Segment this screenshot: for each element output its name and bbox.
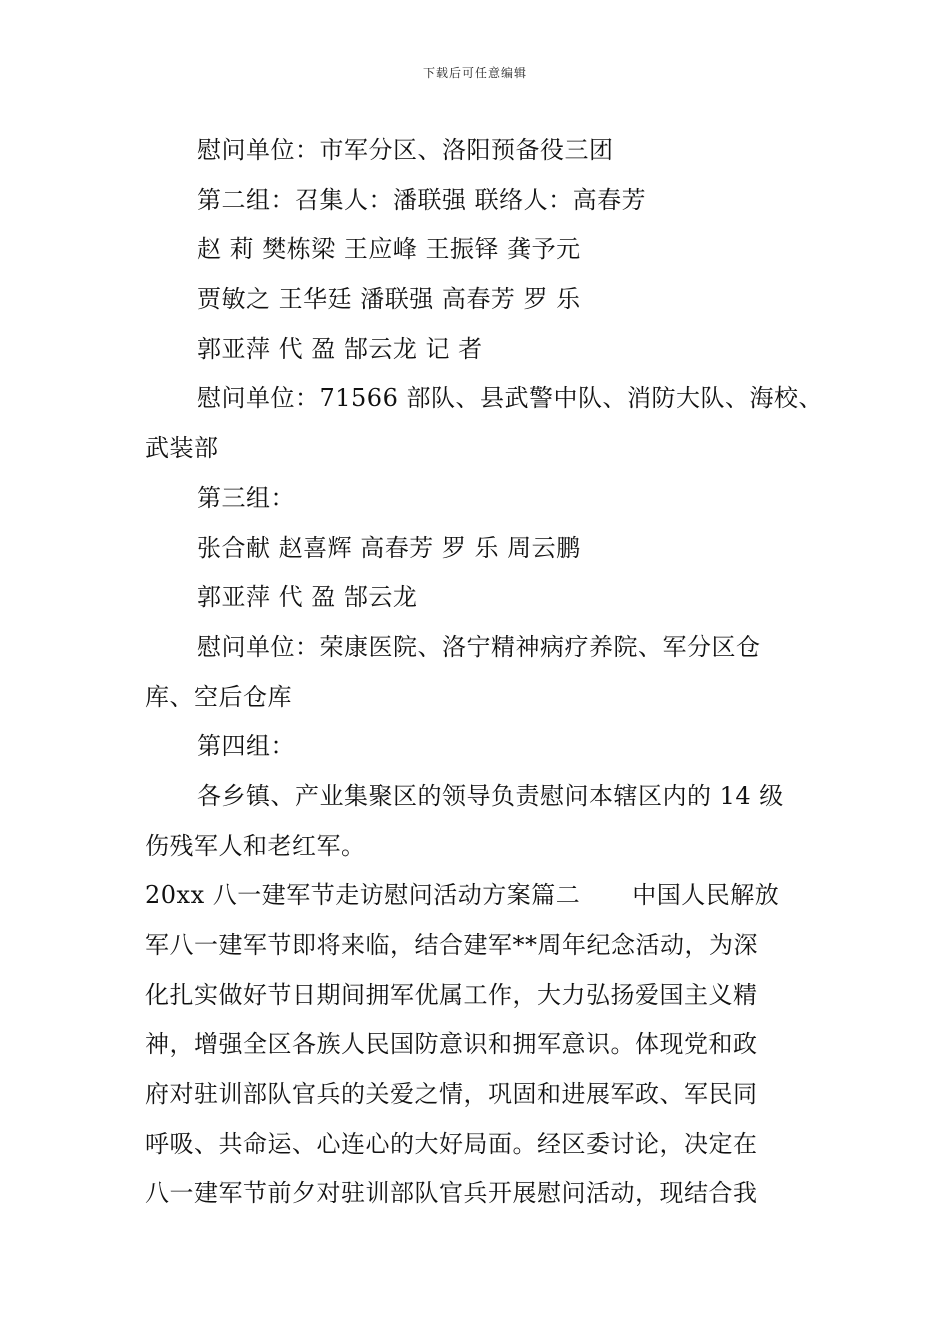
text-line-19: 神，增强全区各族人民国防意识和拥军意识。体现党和政	[145, 1030, 758, 1059]
text-line-14: 各乡镇、产业集聚区的领导负责慰问本辖区内的 14 级	[197, 781, 784, 810]
text-line-8: 第三组：	[197, 483, 295, 512]
text-line-13: 第四组：	[197, 732, 295, 761]
text-line-10: 郭亚萍 代 盈 郜云龙	[197, 583, 418, 612]
text-line-17: 军八一建军节即将来临，结合建军**周年纪念活动，为深	[145, 931, 758, 959]
text-line-22: 八一建军节前夕对驻训部队官兵开展慰问活动，现结合我	[145, 1179, 758, 1208]
section-heading: 20xx 八一建军节走访慰问活动方案篇二	[145, 881, 581, 910]
text-line-6: 慰问单位：71566 部队、县武警中队、消防大队、海校、	[197, 384, 823, 413]
text-line-11: 慰问单位：荣康医院、洛宁精神病疗养院、军分区仓	[197, 632, 761, 661]
section-heading-line	[145, 871, 817, 921]
text-line-4: 贾敏之 王华廷 潘联强 高春芳 罗 乐	[197, 285, 581, 314]
section-heading-tail: 中国人民解放	[632, 881, 780, 910]
text-line-5: 郭亚萍 代 盈 郜云龙 记 者	[197, 334, 483, 363]
text-line-18: 化扎实做好节日期间拥军优属工作，大力弘扬爱国主义精	[145, 980, 758, 1009]
text-line-2: 第二组：召集人：潘联强 联络人：高春芳	[197, 185, 647, 214]
text-line-1: 慰问单位：市军分区、洛阳预备役三团	[197, 136, 614, 164]
text-line-7: 武装部	[145, 434, 219, 463]
text-line-3: 赵 莉 樊栋梁 王应峰 王振铎 龚予元	[197, 235, 581, 264]
text-line-15: 伤残军人和老红军。	[145, 831, 366, 860]
text-line-12: 库、空后仓库	[145, 682, 292, 711]
page-header-note: 下载后可任意编辑	[422, 66, 527, 80]
text-line-9: 张合献 赵喜辉 高春芳 罗 乐 周云鹏	[197, 533, 581, 562]
text-line-21: 呼吸、共命运、心连心的大好局面。经区委讨论，决定在	[145, 1129, 758, 1158]
text-line-20: 府对驻训部队官兵的关爱之情，巩固和进展军政、军民同	[145, 1080, 758, 1109]
document-body	[145, 126, 823, 1219]
